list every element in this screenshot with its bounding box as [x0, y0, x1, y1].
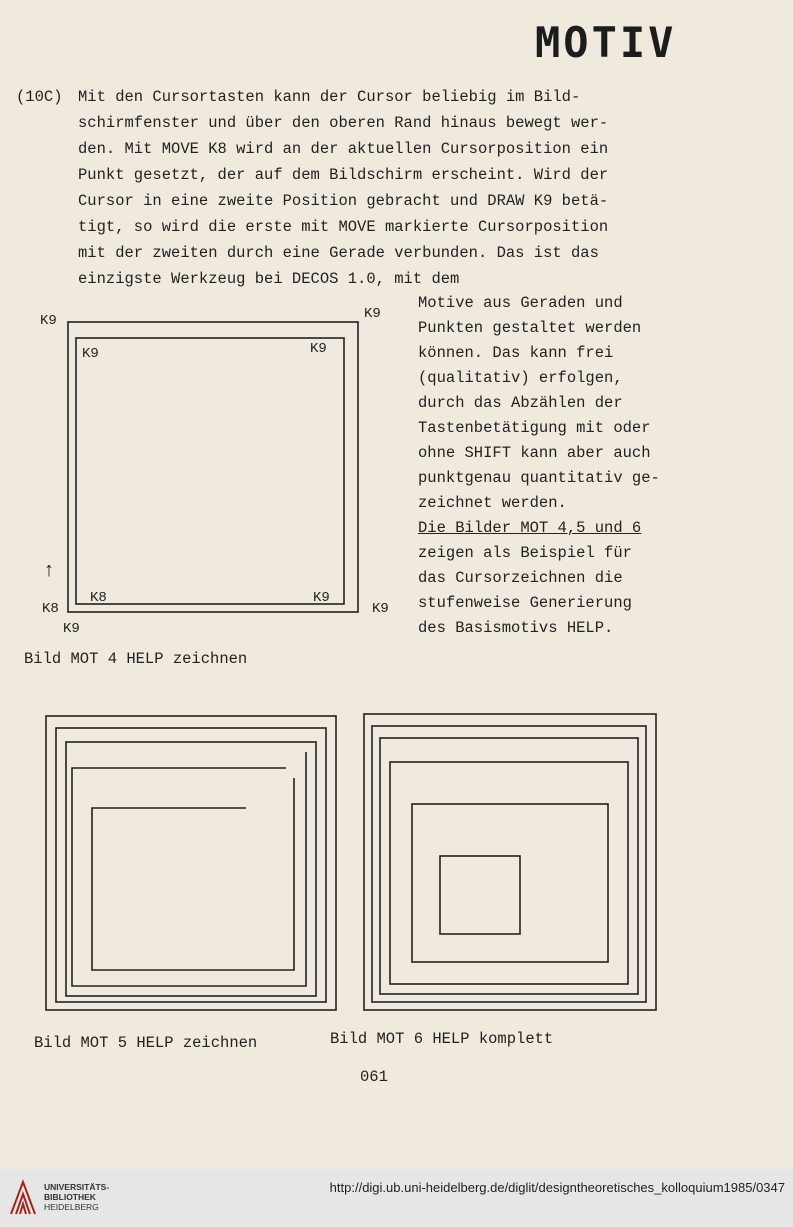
paragraph-line: schirmfenster und über den oberen Rand hinaus bewegt wer-	[78, 114, 609, 132]
mot6-square-1	[364, 714, 656, 1010]
mot5-spiral-open	[72, 752, 306, 986]
fig4-label: K9	[40, 313, 57, 329]
side-text-line-underlined: Die Bilder MOT 4,5 und 6	[418, 519, 642, 537]
mot6-square-4	[390, 762, 628, 984]
library-footer	[0, 1170, 793, 1227]
library-name-line: HEIDELBERG	[44, 1202, 99, 1212]
mot6-square-5	[412, 804, 608, 962]
fig4-label: K9	[372, 601, 389, 617]
library-name-line: UNIVERSITÄTS-	[44, 1182, 110, 1192]
side-text-line: zeigen als Beispiel für	[418, 544, 632, 562]
fig4-label: K9	[364, 306, 381, 322]
mot6-square-2	[372, 726, 646, 1002]
library-name	[44, 1182, 109, 1212]
side-text-line: Motive aus Geraden und	[418, 294, 623, 312]
fig4-label: K9	[310, 341, 327, 357]
source-url-link[interactable]: http://digi.ub.uni-heidelberg.de/diglit/designtheoretisches_kolloquium1985/0347	[329, 1180, 785, 1195]
mot6-square-6	[440, 856, 520, 934]
side-text-line: Tastenbetätigung mit oder	[418, 419, 651, 437]
mot5-square-1	[46, 716, 336, 1010]
paragraph-line: Cursor in eine zweite Position gebracht und DRAW K9 betä-	[78, 192, 609, 210]
paragraph-line: Punkt gesetzt, der auf dem Bildschirm erscheint. Wird der	[78, 166, 609, 184]
arrow-up-icon: ↑	[43, 560, 56, 583]
fig4-label: K8	[42, 601, 59, 617]
page-number: 061	[360, 1068, 388, 1086]
fig4-label: K9	[313, 590, 330, 606]
side-text-line: zeichnet werden.	[418, 494, 567, 512]
fig4-label: K9	[63, 621, 80, 637]
fig4-label: K8	[90, 590, 107, 606]
mot4-inner-square	[76, 338, 344, 604]
fig4-label: K9	[82, 346, 99, 362]
paragraph-line: Mit den Cursortasten kann der Cursor beliebig im Bild-	[78, 88, 581, 106]
side-text-line: können. Das kann frei	[418, 344, 614, 362]
paragraph-line: einzigste Werkzeug bei DECOS 1.0, mit dem	[78, 270, 460, 288]
figure-caption-mot5: Bild MOT 5 HELP zeichnen	[34, 1034, 258, 1052]
library-logo-icon	[8, 1178, 38, 1218]
mot5-square-2	[56, 728, 326, 1002]
side-text-line: (qualitativ) erfolgen,	[418, 369, 623, 387]
paragraph-line: den. Mit MOVE K8 wird an der aktuellen Cursorposition ein	[78, 140, 609, 158]
side-text-line: durch das Abzählen der	[418, 394, 623, 412]
side-text-line: das Cursorzeichnen die	[418, 569, 623, 587]
figure-caption-mot4: Bild MOT 4 HELP zeichnen	[24, 650, 248, 668]
mot4-outer-square	[68, 322, 358, 612]
paragraph-number: (10C)	[16, 88, 63, 106]
side-text-line: Punkten gestaltet werden	[418, 319, 642, 337]
side-text-line: punktgenau quantitativ ge-	[418, 469, 660, 487]
paragraph-line: mit der zweiten durch eine Gerade verbunden. Das ist das	[78, 244, 599, 262]
mot6-square-3	[380, 738, 638, 994]
side-text-line: des Basismotivs HELP.	[418, 619, 614, 637]
mot5-spiral-inner	[92, 778, 294, 970]
side-text-line: ohne SHIFT kann aber auch	[418, 444, 651, 462]
page-heading: MOTIV	[535, 18, 677, 67]
side-text-line: stufenweise Generierung	[418, 594, 632, 612]
library-name-line: BIBLIOTHEK	[44, 1192, 96, 1202]
mot5-square-3	[66, 742, 316, 996]
paragraph-line: tigt, so wird die erste mit MOVE markierte Cursorposition	[78, 218, 609, 236]
figure-caption-mot6: Bild MOT 6 HELP komplett	[330, 1030, 554, 1048]
